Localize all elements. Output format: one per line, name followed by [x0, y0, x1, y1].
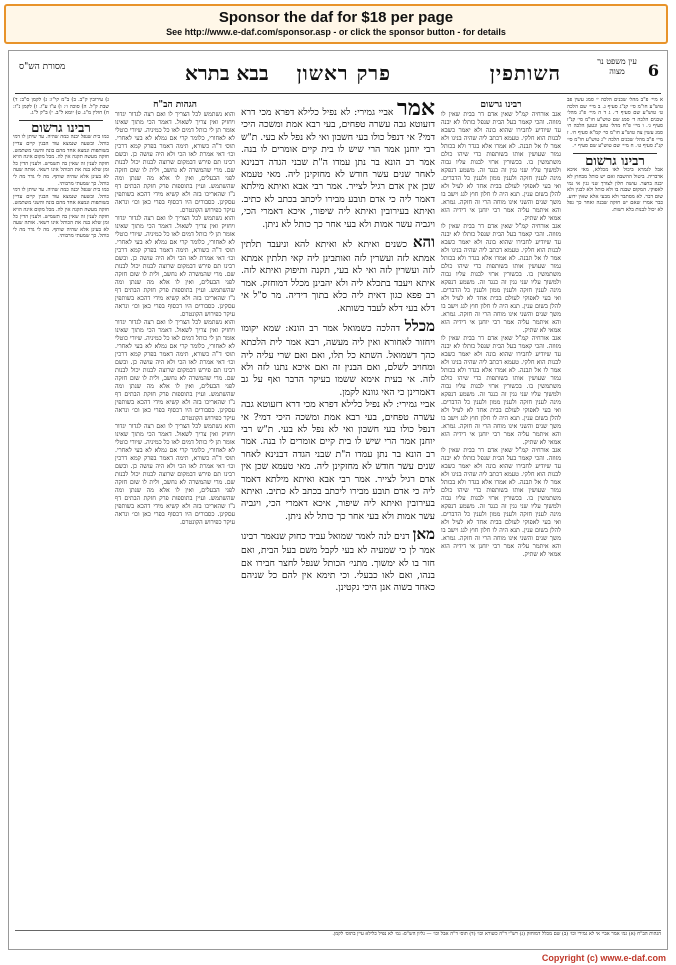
gemara-text-2: כשנים ואיתא לא ואיתא להא וניעבד תלתין אמתא לזה ועשרין לזה ואותבינן ליה קאי תלתין אמתא לזה ועשרין לזה ואי לא בעי, תקנה ותיפוק ואיתא לזה. איתא ויעבד בתכלא ליה ולא יהבינן מכלל דמוחזק. אמר רב פפא כגון דאית ליה כלא בתוך דידיה. מר ס"ל אי דלא בעי דלא לעבד כשותא. — [241, 239, 435, 314]
page-number: 6 — [647, 61, 659, 80]
rashi-text-repeat: אגב אורחיה קמ"ל שאין אדם דר בבית שאין לו מזוזה. והכי קאמר בעל הבית שנפל כותלו לא יבנה עד שיודיע לחבירו שהוא בונה ולא יאמר כשבא לבנות הוא חלקי. טעמא דכתב ליה שהיה בנינו ולא אמר לו אל תבנה. לא אמרו אלא בגדר ולא בכותל גמור שעושין אותו בשותפות כדי שיהו כולם משתמשין בו. בכשורין ארזי לבנות עליו גבוה ולמשוך עליו שני גגין זה כנגד זה. משמע דנפקא מינה לענין חזקה ולענין ממון ולענין כל הדברים. ואי בעי לאפוקי לעולם בבית אחד לא לעיל ולא להלן בשום ענין. תנא היה לו חלון חוץ לגג וישב בו משך שנים והשני אינו מוחה הרי זה חזקה. גמרא. והא איתמר עליה אמר רבי יוחנן אי דידיה הוא אמאי לא שתיק. — [441, 223, 561, 334]
chapter-heading: פרק ראשון — [296, 61, 391, 85]
copyright-link[interactable]: Copyright (c) www.e-daf.com — [541, 953, 666, 963]
mesoret-text: ג) עירובין ק"ב. ב) ב"מ קי"ז: ג) לקמן ס"ב: ד) שבת ק"ל. ה) סוכה ו׳: ו) ע"ז ע"ו. ז) לקמן נ"ז: ח) חולין מ"ג. ט) יומא ל"ב. י) ב"ק ל"ג. — [13, 97, 109, 117]
gemara-word-3: מכלל — [404, 317, 435, 336]
daf-page — [8, 50, 668, 950]
gemara-text-3: דהלכה כשמואל אמר רב הונא: שמא יקומו ויחזור לאחורא ואין ליה מעשה, רבא אמר לית הלכתא כהך דשמואל. השתא כל תלו, ואם ואם שרי עליה ליה ומחויב לשלם, ואם הבנין זה ואם איכא נתנו לזה ולא לזה. אי בעית אימא ששמו בעיקר הדבר ואף על גב דאמרינן כי האי גוונא לקמן. — [241, 323, 435, 398]
gemara-word-2: והא — [412, 233, 435, 252]
tractate-heading: בבא בתרא — [185, 61, 269, 85]
eyn-mishpat-label: עין משפט נר מצוה — [597, 57, 637, 76]
rashi-text: אגב אורחיה קמ"ל שאין אדם דר בבית שאין לו מזוזה. והכי קאמר בעל הבית שנפל כותלו לא יבנה עד שיודיע לחבירו שהוא בונה ולא יאמר כשבא לבנות הוא חלקי. טעמא דכתב ליה שהיה בנינו ולא אמר לו אל תבנה. לא אמרו אלא בגדר ולא בכותל גמור שעושין אותו בשותפות כדי שיהו כולם משתמשין בו. בכשורין ארזי לבנות עליו גבוה ולמשוך עליו שני גגין זה כנגד זה. משמע דנפקא מינה לענין חזקה ולענין ממון ולענין כל הדברים. ואי בעי לאפוקי לעולם בבית אחד לא לעיל ולא להלן בשום ענין. תנא היה לו חלון חוץ לגג וישב בו משך שנים והשני אינו מוחה הרי זה חזקה. גמרא. והא איתמר עליה אמר רבי יוחנן אי דידיה הוא אמאי לא שתיק. — [441, 111, 561, 222]
sponsor-banner[interactable] — [4, 4, 668, 44]
gemara-opening-word: אמר — [397, 97, 435, 121]
rashi-title: רבינו גרשום — [480, 100, 522, 110]
eyn-mishpat-column — [567, 97, 663, 929]
tosafot-text-repeat3: והוא נשתמש לכל הצריך לו ואם רצה לגדור יגדור ויחזיק ואין צריך לשאול. דאמר הכי מתוך שאינו אומר תן לי כותל דמים לאו כל כמיניה. שיורי כוטלי לא לאחורי, כלומר קרי אם גמלא לא בעי לאחרי. תוס׳ ד"ה כשורא, תימה דאמר בפרק קמא דרכין וכו׳ דאי אמרת לאו הכי ולא היה עושה כן. ובשם רבינו תם פירש דבמקום שרוצה לבנות יכול לבנות שם. מרי שהמשרה לא נחשב, ולית לו שום חזקה לפני הבעלים, ואין לו אלא מה שנתן ומה שהשתמש. ועיין בתוספות פרק חזקת הבתים דף נ"ז שהאריכו בזה ולא קשיא מידי דהכא בשותפין עסקינן. כסבורים היו דכסוף בפרי כאן וכו׳ ונראה עיקר כפירוש הקונטרס. — [115, 423, 235, 526]
sponsor-subtitle[interactable]: See http://www.e-daf.com/sponsor.asp - or click the sponsor button - for details — [166, 27, 506, 37]
tosafot-column — [115, 97, 235, 929]
sponsor-title: Sponsor the daf for $18 per page — [218, 9, 454, 26]
rashi-text-repeat2: אגב אורחיה קמ"ל שאין אדם דר בבית שאין לו מזוזה. והכי קאמר בעל הבית שנפל כותלו לא יבנה עד שיודיע לחבירו שהוא בונה ולא יאמר כשבא לבנות הוא חלקי. טעמא דכתב ליה שהיה בנינו ולא אמר לו אל תבנה. לא אמרו אלא בגדר ולא בכותל גמור שעושין אותו בשותפות כדי שיהו כולם משתמשין בו. בכשורין ארזי לבנות עליו גבוה ולמשוך עליו שני גגין זה כנגד זה. משמע דנפקא מינה לענין חזקה ולענין ממון ולענין כל הדברים. ואי בעי לאפוקי לעולם בבית אחד לא לעיל ולא להלן בשום ענין. תנא היה לו חלון חוץ לגג וישב בו משך שנים והשני אינו מוחה הרי זה חזקה. גמרא. והא איתמר עליה אמר רבי יוחנן אי דידיה הוא אמאי לא שתיק. — [441, 335, 561, 446]
gemara-text-4: דנים לנה לאמר שמואל עביד כחוק שנאמר רבינו אמר לן כי שמעיה לא בעי לקבל משם בעל הבית, ואם חזר בו לא ימשוך. מתני׳ הכותל שנפל לחצר חבירו אם בנהו, ואם לאו כבעלי. וכי תימא אין להם כל שניהם כאחד בשוה אנן היכי נקטינן. — [241, 531, 435, 594]
commentary-text-left: כמו בית שנפל יבנה כמה שהיה. עד שיתן לו דמי כותל. ובשעה שנמצא עוד הבנין קיים עדיין בשותפות ונמצא אחד מהם בונה והשני משתמש. חזקה מעשה תקנה אין לה. מכל מקום אינה הויא חזקה לענין זה שאין בה תשמיש. ולענין הדין כל זמן שלא בנה את הכותל אינו רשאי. אותה שעה לא בעינן אלא שהיה שותף. מה לי גדר מה לי כותל. כך שמעתי מרבותי. — [13, 134, 109, 187]
gemara-word-4: מאן — [412, 525, 435, 544]
commentary-text: אבל לגמרא ביכול לאו מכללא, מאי איכא אדבריה. ביטול ההשבה ואם יש כותל מבחוץ לא יבנה בחצר. עושה חלון לצורך שני גגין אי נמי לאפוקי. המקום שבנה בו ולא כותל ולא לבנין ולא שום דבר. לא מסתבר ולא מבעי אלא שאין ידוע. כבר אמרו שאם יש חזקה שבנה ואחר כך נפל לא יכול לבנות בלא רשות. — [567, 167, 663, 213]
page-footer: הגהות הב"ח (א) גמ׳ אמר אביי אי לא גמירי וכו׳ (ב) שם מכלל דמוחזק (ג) רש"י ד"ה כשורא וכו׳ (ד) תוס׳ ד"ה אבל וכו׳ — גליון הש"ס: גמ׳ לא נפיל כלילא עיין בתוס׳ לקמן. — [15, 930, 661, 945]
tosafot-title: הגהות הב"ח — [153, 100, 197, 110]
section-title-left: רבינו גרשום — [31, 120, 91, 136]
rashi-column — [441, 97, 561, 929]
section-heading: השותפין — [489, 61, 561, 85]
eyn-mishpat-text: א מיי׳ פ"ב מהל׳ שכנים הלכה י׳ סמג עשין פב טוש"ע חו"מ סי׳ קנ"ג סעיף ג. ב מיי׳ שם הלכה ט׳ טוש"ע שם סעיף ד׳. ג ד ה מיי׳ פ"ג מהל׳ שכנים הלכה ד׳ סמג שם טוש"ע חו"מ סי׳ קנ"ז סעיף ג׳. ו מיי׳ פ"ח מהל׳ טוען ונטען הלכה ח׳ סמג עשין צה טוש"ע חו"מ סי׳ קמ"א סעיף ח׳. ז מיי׳ פ"ב מהל׳ שכנים הלכה י"ג טוש"ע חו"מ סי׳ קנ"ג סעיף ט׳. ח מיי׳ שם טוש"ע שם סעיף י׳. — [567, 97, 663, 150]
gemara-column — [241, 97, 435, 929]
rashi-text-repeat3: אגב אורחיה קמ"ל שאין אדם דר בבית שאין לו מזוזה. והכי קאמר בעל הבית שנפל כותלו לא יבנה עד שיודיע לחבירו שהוא בונה ולא יאמר כשבא לבנות הוא חלקי. טעמא דכתב ליה שהיה בנינו ולא אמר לו אל תבנה. לא אמרו אלא בגדר ולא בכותל גמור שעושין אותו בשותפות כדי שיהו כולם משתמשין בו. בכשורין ארזי לבנות עליו גבוה ולמשוך עליו שני גגין זה כנגד זה. משמע דנפקא מינה לענין חזקה ולענין ממון ולענין כל הדברים. ואי בעי לאפוקי לעולם בבית אחד לא לעיל ולא להלן בשום ענין. תנא היה לו חלון חוץ לגג וישב בו משך שנים והשני אינו מוחה הרי זה חזקה. גמרא. והא איתמר עליה אמר רבי יוחנן אי דידיה הוא אמאי לא שתיק. — [441, 447, 561, 558]
mesoret-column — [13, 97, 109, 929]
section-title: רבינו גרשום — [585, 153, 645, 169]
gemara-text: אביי גמירי: לא נפיל כלילא דפרא מכי דרא דזעוטא גבה עשרה טפחים, בעי רבא אמת ומשכה היכי דמי? אי דנפל כולו בעי חשבון ואי לא נפל לא בעי. ת"ש רבי יוחנן אמר הרי שיש לו בית קיים אומרים לו בנה. אמר רב הונא בר נתן עמדו ה"ת שבני הגדה דבנינא לאחר שנים עשר חודש לא מחזקינן ליה. מאי טעמא שכן אין אדם רגיל לצייר. אמר רבי אבא ואיתא מילתא דאמר ליה כי אדם תובע מבירו ליכתב בכתב לא כתיב. ואיתא בעירובין ואיתא ליה שיפור, איכא דאמרי הכי, ויגביה עשר אמות ולא בעי אחר כך כותל לא ניתן. — [241, 107, 435, 230]
mesoret-label: מסורת הש"ס — [19, 62, 66, 72]
tosafot-text-repeat2: והוא נשתמש לכל הצריך לו ואם רצה לגדור יגדור ויחזיק ואין צריך לשאול. דאמר הכי מתוך שאינו אומר תן לי כותל דמים לאו כל כמיניה. שיורי כוטלי לא לאחורי, כלומר קרי אם גמלא לא בעי לאחרי. תוס׳ ד"ה כשורא, תימה דאמר בפרק קמא דרכין וכו׳ דאי אמרת לאו הכי ולא היה עושה כן. ובשם רבינו תם פירש דבמקום שרוצה לבנות יכול לבנות שם. מרי שהמשרה לא נחשב, ולית לו שום חזקה לפני הבעלים, ואין לו אלא מה שנתן ומה שהשתמש. ועיין בתוספות פרק חזקת הבתים דף נ"ז שהאריכו בזה ולא קשיא מידי דהכא בשותפין עסקינן. כסבורים היו דכסוף בפרי כאן וכו׳ ונראה עיקר כפירוש הקונטרס. — [115, 319, 235, 422]
tosafot-text-repeat: והוא נשתמש לכל הצריך לו ואם רצה לגדור יגדור ויחזיק ואין צריך לשאול. דאמר הכי מתוך שאינו אומר תן לי כותל דמים לאו כל כמיניה. שיורי כוטלי לא לאחורי, כלומר קרי אם גמלא לא בעי לאחרי. תוס׳ ד"ה כשורא, תימה דאמר בפרק קמא דרכין וכו׳ דאי אמרת לאו הכי ולא היה עושה כן. ובשם רבינו תם פירש דבמקום שרוצה לבנות יכול לבנות שם. מרי שהמשרה לא נחשב, ולית לו שום חזקה לפני הבעלים, ואין לו אלא מה שנתן ומה שהשתמש. ועיין בתוספות פרק חזקת הבתים דף נ"ז שהאריכו בזה ולא קשיא מידי דהכא בשותפין עסקינן. כסבורים היו דכסוף בפרי כאן וכו׳ ונראה עיקר כפירוש הקונטרס. — [115, 215, 235, 318]
page-header — [15, 57, 661, 94]
gemara-text-3b: אביי גמירי: לא נפיל כלילא דפרא מכי דרא דזעוטא גבה עשרה טפחים, בעי רבא אמת ומשכה היכי דמי? אי דנפל כולו בעי חשבון ואי לא נפל לא בעי. ת"ש רבי יוחנן אמר הרי שיש לו בית קיים אומרים לו בנה. אמר רב הונא בר נתן עמדו ה"ת שבני הגדה דבנינא לאחר שנים עשר חודש לא מחזקינן ליה. מאי טעמא שכן אין אדם רגיל לצייר. אמר רבי אבא ואיתא מילתא דאמר ליה כי אדם תובע מבירו ליכתב בכתב לא כתיב. ואיתא בעירובין ואיתא ליה שיפור, איכא דאמרי הכי, ויגביה עשר אמות ולא בעי אחר כך כותל לא ניתן. — [241, 399, 435, 522]
commentary-text-left-repeat: כמו בית שנפל יבנה כמה שהיה. עד שיתן לו דמי כותל. ובשעה שנמצא עוד הבנין קיים עדיין בשותפות ונמצא אחד מהם בונה והשני משתמש. חזקה מעשה תקנה אין לה. מכל מקום אינה הויא חזקה לענין זה שאין בה תשמיש. ולענין הדין כל זמן שלא בנה את הכותל אינו רשאי. אותה שעה לא בעינן אלא שהיה שותף. מה לי גדר מה לי כותל. כך שמעתי מרבותי. — [13, 187, 109, 240]
tosafot-text: והוא נשתמש לכל הצריך לו ואם רצה לגדור יגדור ויחזיק ואין צריך לשאול. דאמר הכי מתוך שאינו אומר תן לי כותל דמים לאו כל כמיניה. שיורי כוטלי לא לאחורי, כלומר קרי אם גמלא לא בעי לאחרי. תוס׳ ד"ה כשורא, תימה דאמר בפרק קמא דרכין וכו׳ דאי אמרת לאו הכי ולא היה עושה כן. ובשם רבינו תם פירש דבמקום שרוצה לבנות יכול לבנות שם. מרי שהמשרה לא נחשב, ולית לו שום חזקה לפני הבעלים, ואין לו אלא מה שנתן ומה שהשתמש. ועיין בתוספות פרק חזקת הבתים דף נ"ז שהאריכו בזה ולא קשיא מידי דהכא בשותפין עסקינן. כסבורים היו דכסוף בפרי כאן וכו׳ ונראה עיקר כפירוש הקונטרס. — [115, 111, 235, 214]
